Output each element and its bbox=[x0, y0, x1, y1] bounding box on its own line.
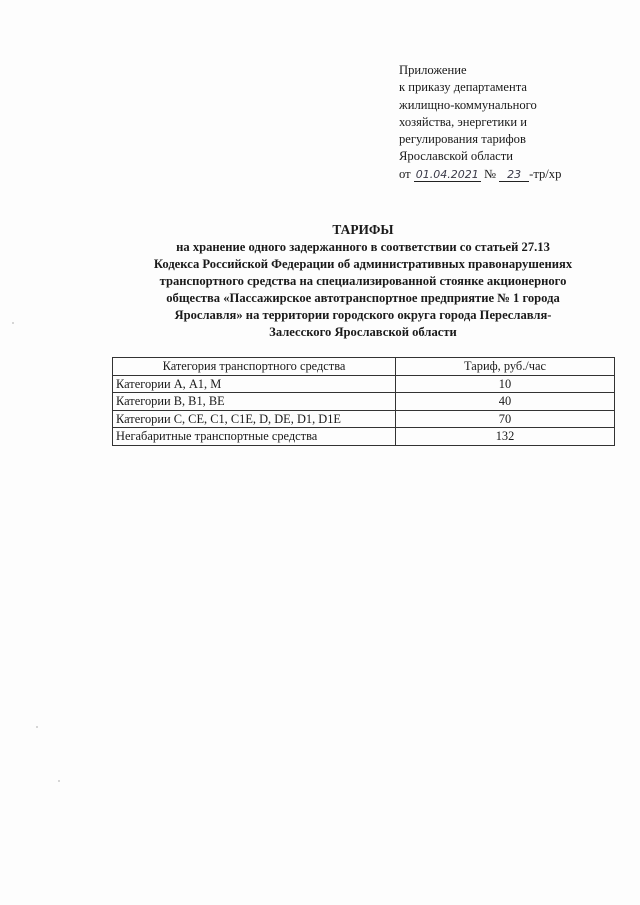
order-date-number-line bbox=[399, 166, 629, 183]
document-title-block bbox=[108, 221, 618, 341]
table-row bbox=[113, 375, 615, 393]
title-line: на хранение одного задержанного в соответствии со статьей 27.13 bbox=[176, 240, 550, 254]
header-category: Категория транспортного средства bbox=[113, 358, 396, 376]
handwritten-date: 01.04.2021 bbox=[415, 167, 479, 181]
appendix-header bbox=[399, 62, 629, 183]
category-cell: Негабаритные транспортные средства bbox=[113, 428, 396, 446]
scan-speck bbox=[12, 322, 14, 324]
rate-cell: 70 bbox=[396, 410, 615, 428]
appendix-line: Приложение bbox=[399, 63, 467, 77]
appendix-line: Ярославской области bbox=[399, 149, 513, 164]
table-header-row bbox=[113, 358, 615, 376]
number-sign: № bbox=[483, 166, 496, 181]
title-line: Залесского Ярославской области bbox=[269, 325, 457, 339]
title-line: Кодекса Российской Федерации об административных правонарушениях bbox=[153, 257, 573, 271]
appendix-line: к приказу департамента bbox=[399, 80, 527, 95]
table-row bbox=[113, 393, 615, 411]
rate-cell: 132 bbox=[396, 428, 615, 446]
rate-cell: 40 bbox=[396, 393, 615, 411]
category-cell: Категории С, СЕ, С1, С1Е, D, DE, D1, D1E bbox=[113, 410, 396, 428]
header-rate: Тариф, руб./час bbox=[396, 358, 615, 376]
tariff-table bbox=[112, 357, 615, 446]
appendix-line: жилищно-коммунального bbox=[399, 97, 537, 112]
scan-speck bbox=[36, 726, 38, 728]
date-prefix: от bbox=[399, 166, 411, 181]
title-line: Ярославля» на территории городского округа города Переславля- bbox=[174, 308, 552, 322]
appendix-line: хозяйства, энергетики и bbox=[399, 114, 527, 129]
appendix-line: регулирования тарифов bbox=[399, 132, 526, 147]
title-line: транспортного средства на специализированной стоянке акционерного bbox=[159, 274, 567, 288]
scan-speck bbox=[58, 780, 60, 782]
document-title: ТАРИФЫ bbox=[332, 222, 394, 237]
table-row bbox=[113, 410, 615, 428]
table-row bbox=[113, 428, 615, 446]
category-cell: Категории В, В1, ВЕ bbox=[113, 393, 396, 411]
rate-cell: 10 bbox=[396, 375, 615, 393]
handwritten-order-number: 23 bbox=[499, 168, 529, 182]
category-cell: Категории А, А1, М bbox=[113, 375, 396, 393]
title-line: общества «Пассажирское автотранспортное предприятие № 1 города bbox=[166, 291, 560, 305]
order-number-suffix: -тр/хр bbox=[529, 166, 562, 181]
